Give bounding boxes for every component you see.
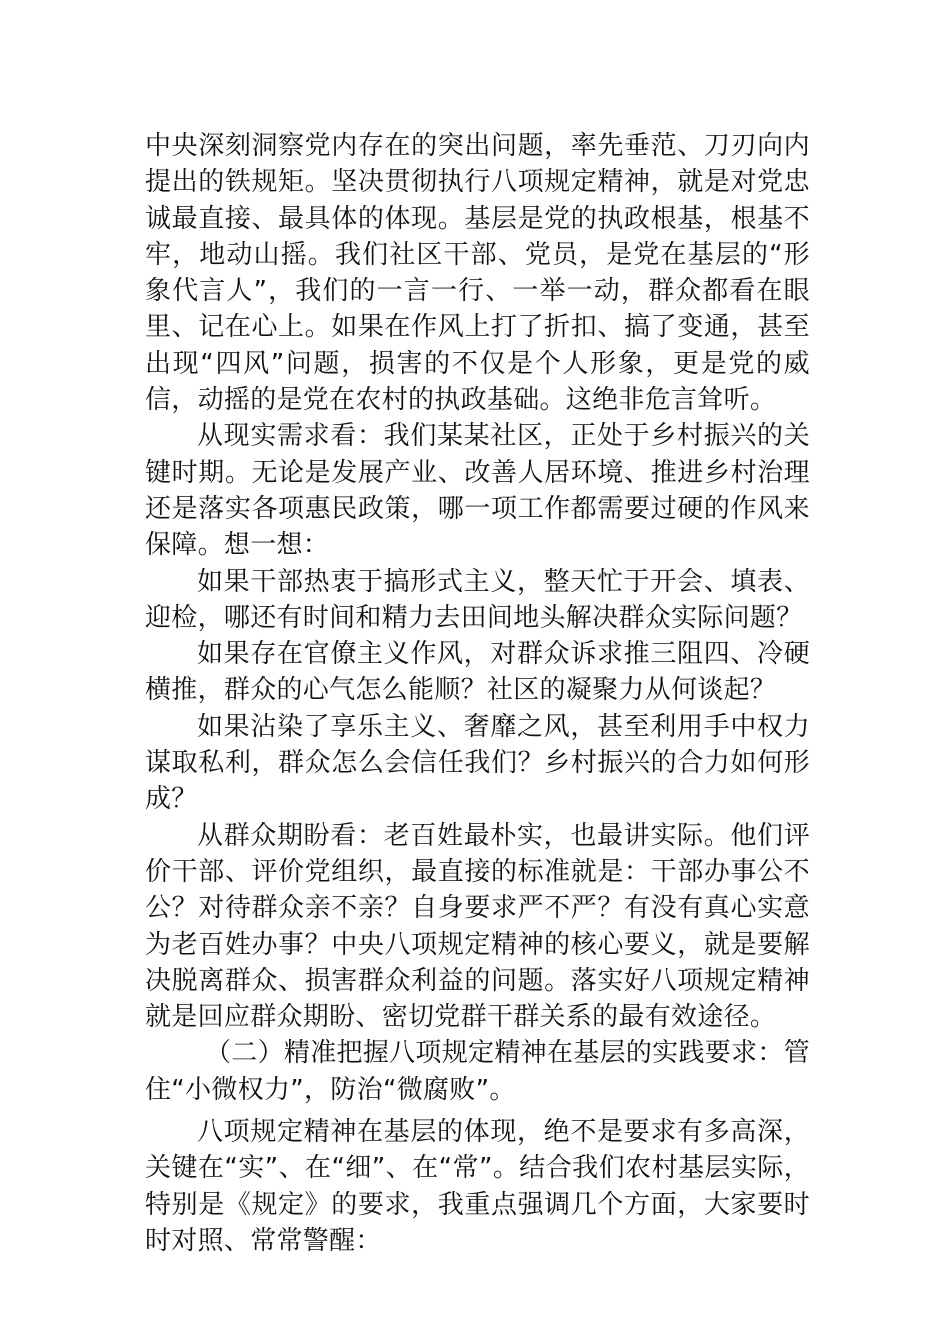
paragraph-bureaucratism: 如果存在官僚主义作风，对群众诉求推三阻四、冷硬横推，群众的心气怎么能顺？社区的凝聚力从何谈起？ — [145, 639, 810, 706]
paragraph-practical-needs: 从现实需求看：我们某某社区，正处于乡村振兴的关键时期。无论是发展产业、改善人居环境、推进乡村治理还是落实各项惠民政策，哪一项工作都需要过硬的作风来保障。想一想： — [145, 421, 810, 561]
paragraph-intro-continuation: 中央深刻洞察党内存在的突出问题，率先垂范、刀刃向内提出的铁规矩。坚决贯彻执行八项规定精神，就是对党忠诚最直接、最具体的体现。基层是党的执政根基，根基不牢，地动山摇。我们社区干部、党员，是党在基层的“形象代言人”，我们的一言一行、一举一动，群众都看在眼里、记在心上。如果在作风上打了折扣、搞了变通，甚至出现“四风”问题，损害的不仅是个人形象，更是党的威信，动摇的是党在农村的执政基础。这绝非危言耸听。 — [145, 131, 810, 416]
paragraph-public-expectations: 从群众期盼看：老百姓最朴实，也最讲实际。他们评价干部、评价党组织，最直接的标准就是：干部办事公不公？对待群众亲不亲？自身要求严不严？有没有真心实意为老百姓办事？中央八项规定精神的核心要义，就是要解决脱离群众、损害群众利益的问题。落实好八项规定精神就是回应群众期盼、密切党群干群关系的最有效途径。 — [145, 820, 810, 1033]
paragraph-grassroots-requirements: 八项规定精神在基层的体现，绝不是要求有多高深，关键在“实”、在“细”、在“常”。结合我们农村基层实际，特别是《规定》的要求，我重点强调几个方面，大家要时时对照、常常警醒： — [145, 1117, 810, 1256]
document-body — [145, 128, 810, 1259]
section-heading-two: （二）精准把握八项规定精神在基层的实践要求：管住“小微权力”，防治“微腐败”。 — [145, 1038, 810, 1105]
paragraph-hedonism: 如果沾染了享乐主义、奢靡之风，甚至利用手中权力谋取私利，群众怎么会信任我们？乡村振兴的合力如何形成？ — [145, 711, 810, 815]
paragraph-formalism: 如果干部热衷于搞形式主义，整天忙于开会、填表、迎检，哪还有时间和精力去田间地头解决群众实际问题？ — [145, 566, 810, 633]
